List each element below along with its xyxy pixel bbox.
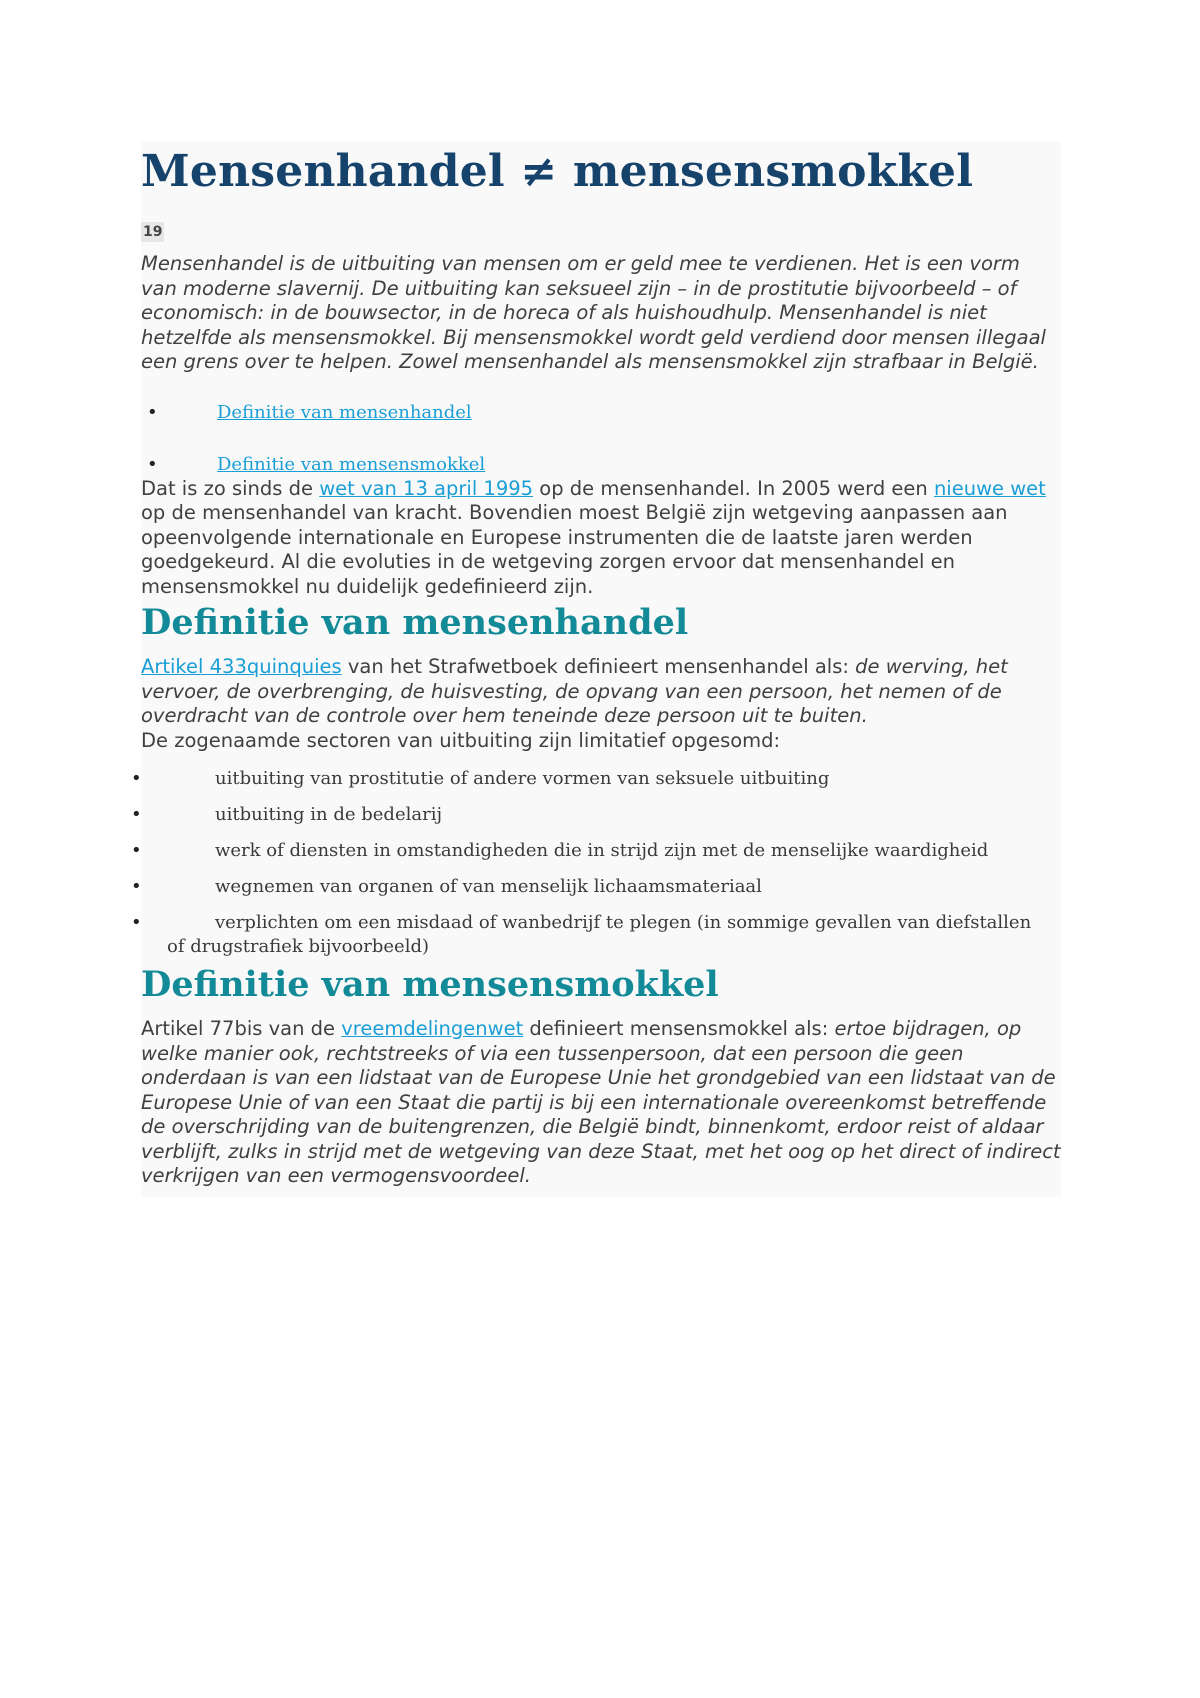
page-title: Mensenhandel ≠ mensensmokkel (141, 146, 974, 197)
definition-italic: ertoe bijdragen, op welke manier ook, rechtstreeks of via een tussenpersoon, dat een persoon die geen onderdaan is van een lidstaat van de Europese Unie het grondgebied van een lidstaat van de Europese Unie of van een Staat die partij is bij een internationale overeenkomst betreffende de overschrijding van de buitengrenzen, die België bindt, binnenkomt, erdoor reist of aldaar verblijft, zulks in strijd met de wetgeving van deze Staat, met het oog op het direct of indirect verkrijgen van een vermogensvoordeel. (141, 1017, 1061, 1187)
bullet-icon: • (131, 840, 142, 861)
document-content (131, 142, 1061, 1197)
sectors-intro: De zogenaamde sectoren van uitbuiting zijn limitatief opgesomd: (141, 728, 781, 752)
toc-list (141, 401, 1061, 477)
definition-italic: de werving, het vervoer, de overbrenging, de huisvesting, de opvang van een persoon, het nemen of de overdracht van de controle over hem teneinde deze persoon uit te buiten. (141, 655, 1008, 727)
bullet-icon: • (131, 876, 142, 897)
toc-item (141, 453, 1061, 477)
bullet-icon: • (147, 453, 158, 475)
definition-text: Artikel 77bis van de (141, 1017, 342, 1040)
toc-link-mensensmokkel[interactable]: Definitie van mensensmokkel (217, 453, 486, 475)
history-text: op de mensenhandel van kracht. Bovendien moest België zijn wetgeving aanpassen aan opeenvolgende internationale en Europese instrumenten die de laatste jaren werden goedgekeurd. Al die evoluties in de wetgeving zorgen ervoor dat mensenhandel en mensensmokkel nu duidelijk gedefinieerd zijn. (141, 501, 1008, 598)
definition-mensenhandel (141, 655, 1061, 729)
section-heading-mensensmokkel: Definitie van mensensmokkel (141, 964, 719, 1005)
sector-text: verplichten om een misdaad of wanbedrijf te plegen (in sommige gevallen van diefstallen (215, 912, 1032, 933)
list-item (131, 767, 1061, 791)
count-badge: 19 (143, 224, 163, 240)
new-law-link[interactable]: nieuwe wet (933, 476, 1046, 500)
vreemdelingenwet-link[interactable]: vreemdelingenwet (341, 1017, 524, 1040)
sector-text: uitbuiting van prostitutie of andere vormen van seksuele uitbuiting (215, 768, 830, 789)
definition-text: definieert mensensmokkel als: (523, 1017, 835, 1040)
history-text: op de mensenhandel. In 2005 werd een (533, 476, 934, 500)
toc-link-mensenhandel[interactable]: Definitie van mensenhandel (217, 401, 472, 423)
bullet-icon: • (131, 804, 142, 825)
sectors-list (131, 767, 1061, 959)
list-item (131, 839, 1061, 863)
law-1995-link[interactable]: wet van 13 april 1995 (319, 476, 534, 500)
definition-mensensmokkel (141, 1017, 1061, 1197)
bullet-icon: • (131, 912, 142, 933)
history-paragraph (141, 477, 1061, 600)
sector-text: wegnemen van organen of van menselijk lichaamsmateriaal (215, 876, 762, 897)
sector-text: werk of diensten in omstandigheden die in strijd zijn met de menselijke waardigheid (215, 840, 989, 861)
bullet-icon: • (131, 768, 142, 789)
list-item (131, 911, 1061, 959)
intro-paragraph: Mensenhandel is de uitbuiting van mensen om er geld mee te verdienen. Het is een vorm van moderne slavernij. De uitbuiting kan seksueel zijn – in de prostitutie bijvoorbeeld – of economisch: in de bouwsector, in de horeca of als huishoudhulp. Mensenhandel is niet hetzelfde als mensensmokkel. Bij mensensmokkel wordt geld verdiend door mensen illegaal een grens over te helpen. Zowel mensenhandel als mensensmokkel zijn strafbaar in België. (141, 252, 1046, 373)
history-text: Dat is zo sinds de (141, 476, 320, 500)
section-heading-mensenhandel: Definitie van mensenhandel (141, 602, 689, 643)
bullet-icon: • (147, 401, 158, 423)
toc-item (141, 401, 1061, 425)
sector-text-continued: of drugstrafiek bijvoorbeeld) (167, 936, 429, 957)
article-433quinquies-link[interactable]: Artikel 433quinquies (141, 655, 342, 678)
sector-text: uitbuiting in de bedelarij (215, 804, 443, 825)
definition-text: van het Strafwetboek definieert mensenhandel als: (341, 655, 856, 678)
list-item (131, 875, 1061, 899)
list-item (131, 803, 1061, 827)
